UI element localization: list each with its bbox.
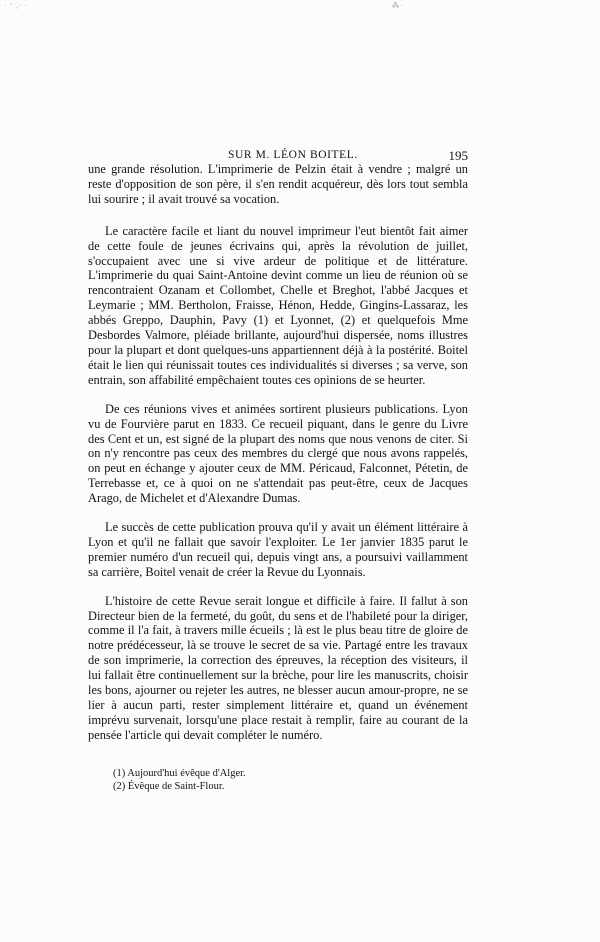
footnote-2: (2) Évêque de Saint-Flour. [113,780,225,792]
body-text [88,162,468,757]
running-title: SUR M. LÉON BOITEL. [228,149,358,161]
paragraph-revue-history: L'histoire de cette Revue serait longue et difficile à faire. Il fallut à son Directeur bien de la fermeté, du goût, du sens et de l'habileté pour la diriger, comme il l'a fait, à travers mille écueils ; là est le plus beau titre de gloire de notre prédécesseur, là se trouve le secret de sa vie. Partagé entre les travaux de son imprimerie, la correction des épreuves, la réception des visiteurs, il lui fallait être continuellement sur la brèche, pour lire les manuscrits, choisir les bons, ajourner ou rejeter les autres, ne blesser aucun amour-propre, ne se lier à aucun parti, rester simplement littéraire et, quand un événement imprévu survenait, lorsqu'une place restait à remplir, faire au courant de la pensée l'article qui devait compléter le numéro. [88,593,468,742]
paragraph-publications: De ces réunions vives et animées sortirent plusieurs publications. Lyon vu de Fourvière parut en 1833. Ce recueil piquant, dans le genre du Livre des Cent et un, est signé de la plupart des noms que nous venons de citer. Si on n'y rencontre pas ceux des membres du clergé que nous avons rappelés, on peut en échange y ajouter ceux de MM. Péricaud, Falconnet, Pétetin, de Terrebasse et, ce à quoi on ne s'attendait pas peut-être, ceux de Jacques Arago, de Michelet et d'Alexandre Dumas. [88,401,468,506]
page-number: 195 [448,148,468,163]
paragraph-imprimeur: Le caractère facile et liant du nouvel imprimeur l'eut bientôt fait aimer de cette foule de jeunes écrivains qui, après la révolution de juillet, s'occupaient avec une si vive ardeur de politique et de littérature. L'imprimerie du quai Saint-Antoine devint comme un lieu de réunion où se rencontraient Ozanam et Collombet, Chelle et Breghot, l'abbé Jacques et Leymarie ; MM. Bertholon, Fraisse, Hénon, Hedde, Gingins-Lassaraz, les abbés Greppo, Dauphin, Pavy (1) et Lyonnet, (2) et quelquefois Mme Desbordes Valmore, pléiade brillante, aujourd'hui dispersée, noms illustres pour la plupart et dont quelques-uns appartiennent déjà à la postérité. Boitel était le lien qui réunissait toutes ces individualités si diverses ; sa verve, son entrain, son affabilité empêchaient toutes ces opinions de se heurter. [88,223,468,387]
paragraph-revue-creation: Le succès de cette publication prouva qu'il y avait un élément littéraire à Lyon et qu'il ne fallait que savoir l'exploiter. Le 1er janvier 1835 parut le premier numéro d'un recueil qui, depuis vingt ans, a poursuivi vaillamment sa carrière, Boitel venait de créer la Revue du Lyonnais. [88,520,468,579]
scan-specks-right: ⁂· [392,2,404,10]
footnote-1: (1) Aujourd'hui évêque d'Alger. [113,768,246,779]
scan-specks-left: · ‘ ,· · [4,2,29,10]
footnotes [113,768,453,793]
paragraph-continuation: une grande résolution. L'imprimerie de Pelzin était à vendre ; malgré un reste d'opposition de son père, il s'en rendit acquéreur, dès lors tout sembla lui sourire ; il avait trouvé sa vocation. [88,162,468,206]
